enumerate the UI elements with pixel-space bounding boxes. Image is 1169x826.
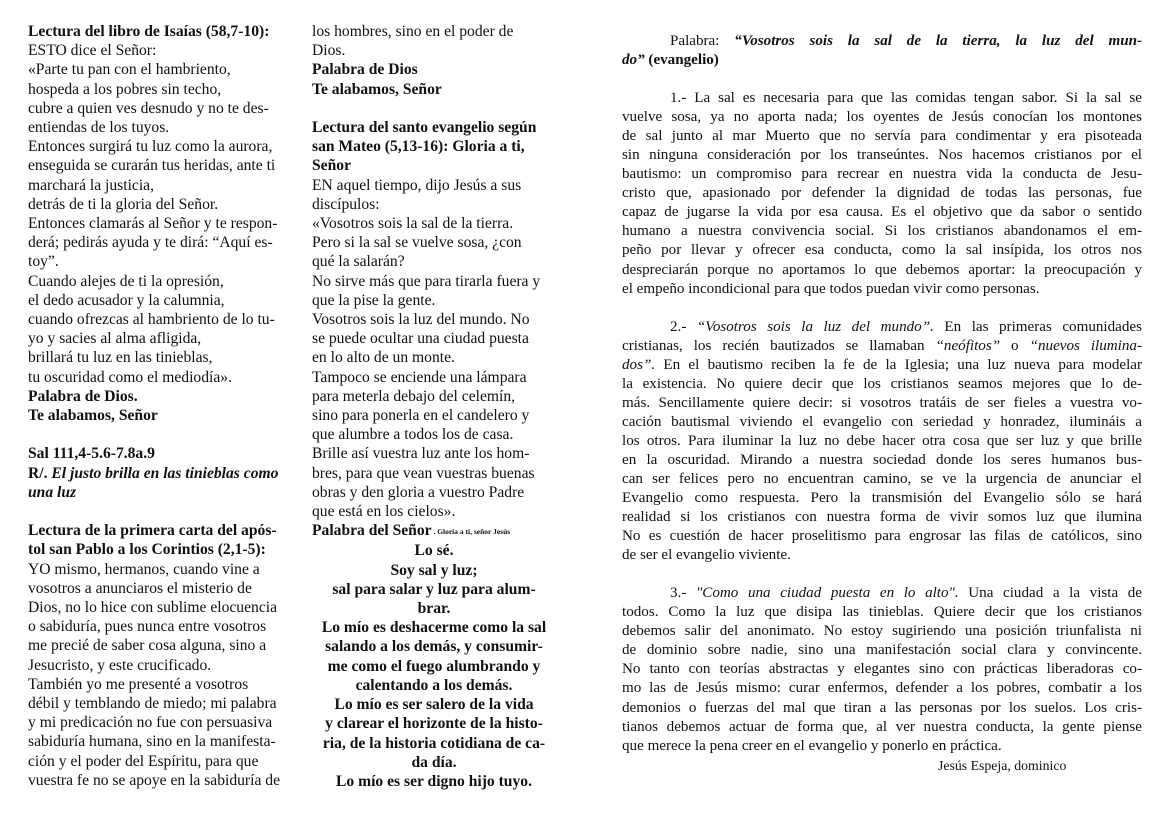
commentary-paragraph-2: 2.- “Vosotros sois la luz del mundo”. En las primeras comunidades cristianas, los recién bautizados se llamaban “neófitos” o “nuevos ilumina- dos”. En el bautismo reciben la fe de la Iglesia; una luz nueva para modelar la existencia. No quiere decir que los cristianos seamos mejores que lo de- más. Sencillamente quiere decir: si vosotros tratáis de ser fieles a vuestra vo- cación bautismal viviendo el evangelio con seriedad y honradez, ilumináis a los otros. Para iluminar la luz no debe hacer otra cosa que ser luz y que brille en la oscuridad. Mirando a nuestra sociedad donde los seres humanos bus- can ser felices pero no encuentran camino, se ve la urgencia de anunciar el Evangelio como respuesta. Pero la transmisión del Evangelio sólo se hará realidad si los cristianos con nuestra forma de vivir somos luz que ilumina No es cuestión de hacer proselitismo para engrosar las filas de católicos, sino de ser el evangelio viviente. [622, 318, 1142, 564]
word-of-god: Palabra de Dios [312, 61, 418, 79]
text-line: Jesucristo, y este crucificado. [28, 656, 212, 674]
text-line: Entonces clamarás al Señor y te respon- [28, 215, 278, 233]
text-line: vuestra fe no se apoye en la sabiduría de [28, 771, 280, 789]
text-line: que alumbre a todos los de casa. [312, 426, 514, 444]
commentary-title-cont: do” (evangelio) [622, 52, 719, 69]
text-line: para meterla debajo del celemín, [312, 387, 516, 405]
gospel-end: Palabra del Señor . Gloria a ti, señor Jesús [312, 522, 511, 540]
gospel-title-cont: Señor [312, 157, 351, 175]
text-line: vosotros a anunciaros el misterio de [28, 579, 252, 597]
text-line: cuando ofrezcas al hambriento de lo tu- [28, 311, 275, 329]
text-line: «Vosotros sois la sal de la tierra. [312, 215, 514, 233]
text-line: Vosotros sois la luz del mundo. No [312, 311, 530, 329]
text-line: sino para ponerla en el candelero y [312, 407, 530, 425]
reading2-title: Lectura de la primera carta del após- [28, 522, 277, 540]
word-of-god: Palabra de Dios. [28, 387, 138, 405]
text-line: me precié de saber cosa alguna, sino a [28, 637, 267, 655]
commentary-paragraph-3: 3.- "Como una ciudad puesta en lo alto". Una ciudad a la vista de todos. Como la luz que disipa las tinieblas. Quiere decir que los cristianos debemos salir del anonimato. No estoy sugiriendo una posición triunfalista ni de dominio sobre nadie, sino una manifestación social clara y convincente. No tanto con teorías abstractas y elegantes sino con prácticas liberadoras co- mo las de Jesús mismo: curar enfermos, defender a los pobres, combatir a los demonios o fuerzas del mal que tiran a las personas por los suelos. Los cris- tianos debemos actuar de forma que, al ver nuestra conducta, la gente piense que merece la pena creer en el evangelio y ponerlo en práctica. [622, 585, 1142, 754]
poem-line: Lo sé. [414, 542, 454, 560]
text-line: Pero si la sal se vuelve sosa, ¿con [312, 234, 522, 252]
text-line: que la pise la gente. [312, 291, 436, 309]
poem-line: Lo mío es ser salero de la vida [334, 696, 534, 714]
text-line: detrás de ti la gloria del Señor. [28, 195, 219, 213]
text-line: ción y el poder del Espíritu, para que [28, 752, 259, 770]
psalm-response-cont: una luz [28, 483, 77, 501]
commentary-paragraph-1: 1.- La sal es necesaria para que las comidas tengan sabor. Si la sal se vuelve sosa, ya no aporta nada; los oyentes de Jesús conocían los montones de sal junto al mar Muerto que no servía para condimentar y era pisoteada sin ninguna consideración por los transeúntes. Nos hacemos cristianos por el bautismo: un compromiso para recrear en nuestra vida la conducta de Jesu- cristo que, apasionado por defender la dignidad de todas las personas, fue capaz de jugarse la vida por esa causa. Es el objetivo que da sabor o sentido humano a nuestra convivencia social. Si los cristianos abandonamos el em- peño por llevar y ofrecer esa conducta, como la sal insípida, los otros nos despreciarán porque no aportamos lo que debemos aportar: la preocupación y el empeño incondicional para que todos puedan vivir como personas. [622, 90, 1142, 297]
text-line: discípulos: [312, 195, 380, 213]
response-praise: Te alabamos, Señor [28, 407, 158, 425]
text-line: que está en los cielos». [312, 503, 456, 521]
text-line: Dios, no lo hice con sublime elocuencia [28, 599, 277, 617]
text-line: o sabiduría, pues nunca entre vosotros [28, 618, 267, 636]
text-line: se puede ocultar una ciudad puesta [312, 330, 529, 348]
text-line: Dios. [312, 42, 346, 60]
text-line: tu oscuridad como el mediodía». [28, 368, 232, 386]
reading2-title-cont: tol san Pablo a los Corintios (2,1-5): [28, 541, 266, 559]
reading1-title: Lectura del libro de Isaías (58,7-10): [28, 23, 270, 40]
poem-line: y clarear el horizonte de la histo- [325, 715, 543, 733]
text-line: entiendas de los tuyos. [28, 119, 170, 137]
text-line: el dedo acusador y la calumnia, [28, 291, 225, 309]
text-line: Tampoco se enciende una lámpara [312, 368, 527, 386]
gospel-title: Lectura del santo evangelio según [312, 119, 537, 136]
gospel-text [312, 176, 556, 522]
poem-line: Lo mío es deshacerme como la sal [321, 619, 547, 637]
text-line: en lo alto de un monte. [312, 349, 455, 367]
text-line: Brille así vuestra luz ante los hom- [312, 445, 530, 463]
poem-line: Lo mío es ser digno hijo tuyo. [336, 772, 532, 790]
text-line: Cuando alejes de ti la opresión, [28, 272, 224, 290]
commentary-title: Palabra: “Vosotros sois la sal de la tierra, la luz del mun- [670, 33, 1143, 49]
poem-line: calentando a los demás. [355, 676, 513, 694]
psalm-response-label: R/. [28, 464, 48, 482]
text-line: toy”. [28, 253, 59, 271]
column-left [28, 22, 296, 790]
psalm-response: El justo brilla en las tinieblas como [51, 464, 279, 482]
text-line: cubre a quien ves desnudo y no te des- [28, 99, 269, 117]
text-line: derá; pedirás ayuda y te dirá: “Aquí es- [28, 234, 273, 252]
gospel-response-small: Gloria a ti, señor Jesús [437, 527, 511, 537]
reading2-text [28, 560, 296, 790]
text-line: y mi predicación no fue con persuasiva [28, 714, 273, 732]
text-line: bres, para que vean vuestras buenas [312, 464, 535, 482]
gospel-title-cont: san Mateo (5,13-16): Gloria a ti, [312, 138, 525, 156]
text-line: marchará la justicia, [28, 176, 154, 194]
text-line: yo y sacies al alma afligida, [28, 330, 202, 348]
response-praise: Te alabamos, Señor [312, 80, 442, 98]
text-line: obras y den gloria a vuestro Padre [312, 483, 525, 501]
text-line: enseguida se curarán tus heridas, ante ti [28, 157, 276, 175]
psalm-reference: Sal 111,4-5.6-7.8a.9 [28, 445, 155, 463]
text-line: sabiduría humana, sino en la manifesta- [28, 733, 276, 751]
poem-line: ria, de la historia cotidiana de ca- [322, 734, 546, 752]
text-line: No sirve más que para tirarla fuera y [312, 272, 541, 290]
text-line: hospeda a los pobres sin techo, [28, 80, 222, 98]
text-line: También yo me presenté a vosotros [28, 675, 249, 693]
poem-line: brar. [417, 600, 451, 618]
author-signature: Jesús Espeja, dominico [938, 757, 1067, 773]
text-line: «Parte tu pan con el hambriento, [28, 61, 231, 79]
poem-line: salando a los demás, y consumir- [325, 638, 543, 656]
text-line: Entonces surgirá tu luz como la aurora, [28, 138, 273, 156]
column-middle [312, 22, 556, 791]
poem-line: da día. [411, 753, 457, 771]
text-line: qué la salarán? [312, 253, 405, 271]
text-line: EN aquel tiempo, dijo Jesús a sus [312, 176, 522, 194]
word-of-lord: Palabra del Señor [312, 522, 432, 540]
poem [312, 541, 556, 791]
poem-line: Soy sal y luz; [390, 561, 478, 579]
reading1-text [28, 41, 296, 387]
text-line: brillará tu luz en las tinieblas, [28, 349, 213, 367]
text-line: ESTO dice el Señor: [28, 42, 157, 60]
column-right [622, 32, 1142, 775]
text-line: débil y temblando de miedo; mi palabra [28, 695, 277, 713]
poem-line: me como el fuego alumbrando y [327, 657, 541, 675]
poem-line: sal para salar y luz para alum- [332, 580, 536, 598]
text-line: los hombres, sino en el poder de [312, 23, 514, 40]
text-line: YO mismo, hermanos, cuando vine a [28, 560, 260, 578]
